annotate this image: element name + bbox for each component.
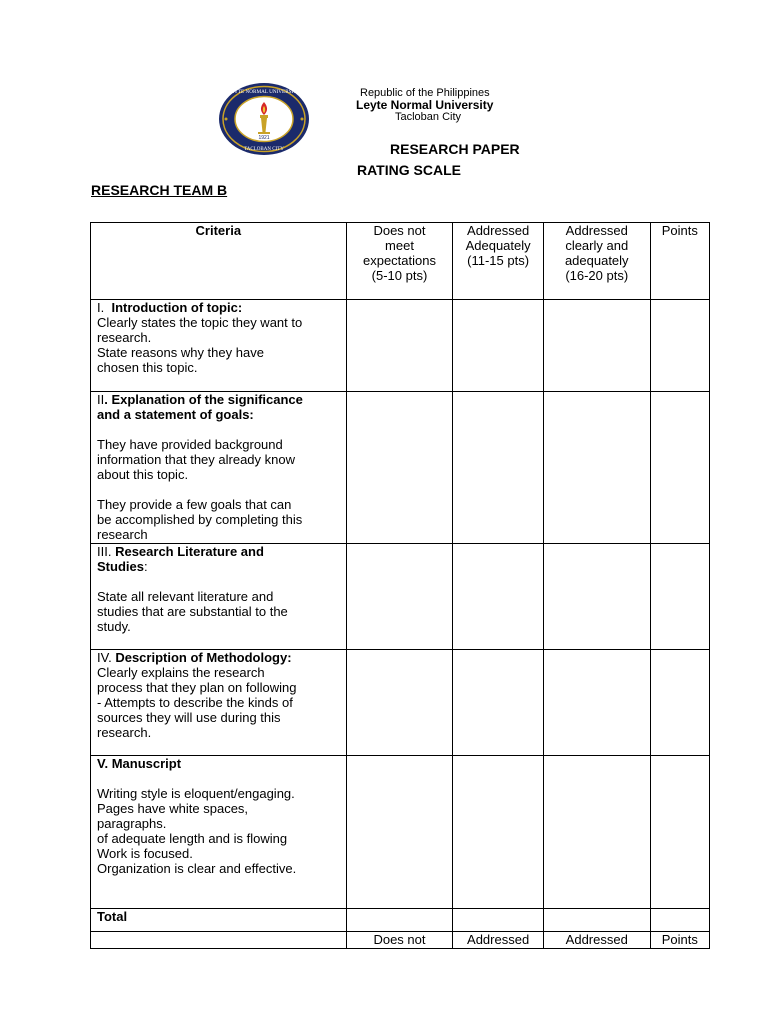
points-header: Points [650,223,709,300]
score-cell [453,909,544,932]
points-cell [650,544,709,650]
score-cell [543,650,650,756]
score-cell [543,300,650,392]
score-cell [346,909,453,932]
score-cell [346,300,453,392]
points-cell [650,300,709,392]
university-seal-logo [218,82,310,156]
score-cell [346,544,453,650]
criteria-header: Criteria [91,223,347,300]
does-not-meet-header: Does not [346,932,453,949]
criteria-cell: V. Manuscript Writing style is eloquent/engaging. Pages have white spaces, paragraphs. of adequate length and is flowing Work is focused. Organization is clear and effective. [91,756,347,909]
score-cell [453,392,544,544]
rating-table [90,222,710,949]
score-cell [543,756,650,909]
score-cell [346,756,453,909]
points-cell [650,650,709,756]
table-row [91,650,710,756]
republic-label: Republic of the Philippines [360,87,490,99]
table-row [91,300,710,392]
points-header: Points [650,932,709,949]
page-subtitle: RATING SCALE [357,162,461,178]
svg-text:TACLOBAN CITY: TACLOBAN CITY [244,147,284,152]
svg-text:LEYTE NORMAL UNIVERSITY: LEYTE NORMAL UNIVERSITY [227,89,301,95]
svg-text:1921: 1921 [258,135,270,141]
city-label: Tacloban City [395,111,462,123]
points-cell [650,756,709,909]
addressed-adequately-header: Addressed Adequately (11-15 pts) [453,223,544,300]
score-cell [453,756,544,909]
score-cell [346,392,453,544]
university-name: Leyte Normal University [356,98,494,112]
total-label: Total [91,909,347,932]
score-cell [346,650,453,756]
does-not-meet-header: Does not meet expectations (5-10 pts) [346,223,453,300]
table-row [91,544,710,650]
blank-cell [91,932,347,949]
score-cell [453,650,544,756]
addressed-clearly-header: Addressed clearly and adequately (16-20 pts) [543,223,650,300]
addressed-clearly-header: Addressed [543,932,650,949]
score-cell [453,300,544,392]
score-cell [543,544,650,650]
criteria-cell: IV. Description of Methodology: Clearly explains the research process that they plan on following - Attempts to describe the kinds of sources they will use during this research. [91,650,347,756]
table-row [91,756,710,909]
addressed-adequately-header: Addressed [453,932,544,949]
table-row [91,392,710,544]
criteria-cell: III. Research Literature and Studies: State all relevant literature and studies that are substantial to the study. [91,544,347,650]
score-cell [543,392,650,544]
table-header-row [91,223,710,300]
points-cell [650,909,709,932]
repeated-header-row [91,932,710,949]
team-label: RESEARCH TEAM B [91,182,228,198]
score-cell [453,544,544,650]
total-row [91,909,710,932]
criteria-cell: II. Explanation of the significance and a statement of goals: They have provided background information that they already know about this topic. They provide a few goals that can be accomplished by completing this research [91,392,347,544]
score-cell [543,909,650,932]
criteria-cell: I. Introduction of topic: Clearly states the topic they want to research. State reasons why they have chosen this topic. [91,300,347,392]
points-cell [650,392,709,544]
page-title: RESEARCH PAPER [390,141,520,157]
